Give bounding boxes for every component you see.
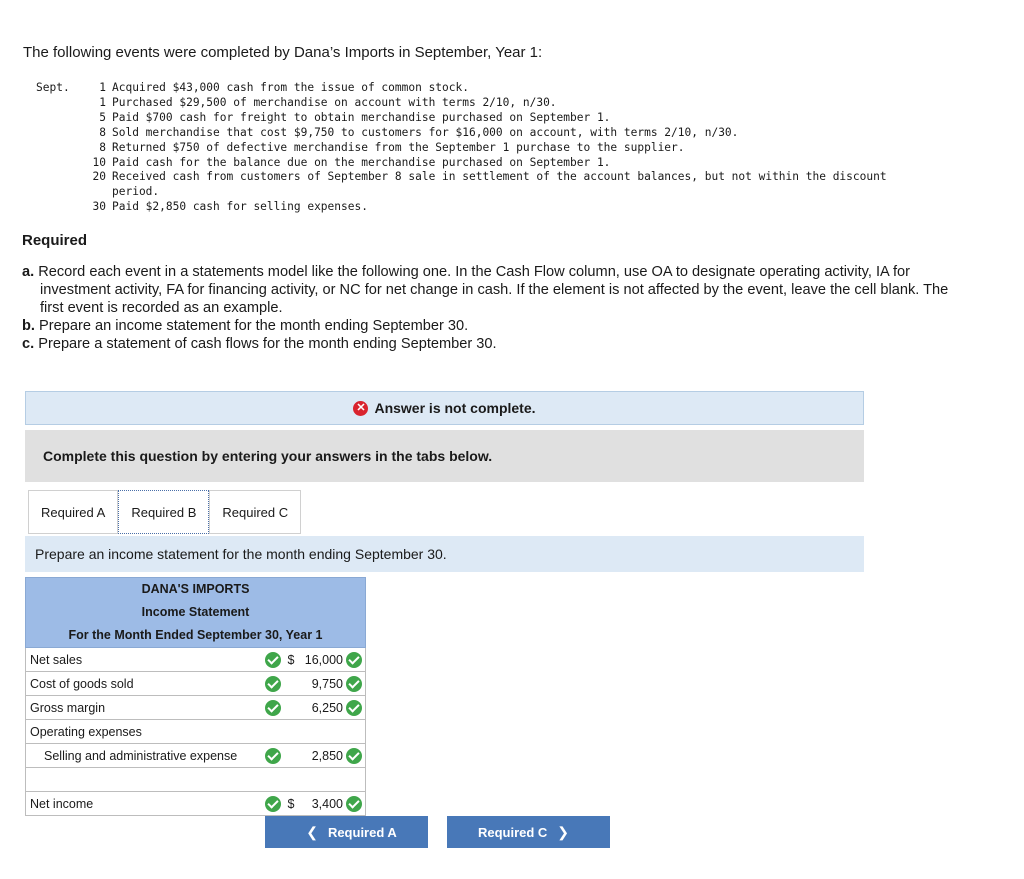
event-text: Received cash from customers of September 8 sale in settlement of the account balances, but not within the discount period.: [112, 170, 887, 199]
event-row: [36, 156, 932, 171]
table-row: [25, 792, 366, 816]
required-heading: Required: [22, 232, 88, 249]
row-label[interactable]: Net sales: [30, 652, 83, 667]
instructions: [22, 263, 962, 353]
statement-period: For the Month Ended September 30, Year 1: [68, 628, 323, 642]
event-row: [36, 141, 932, 156]
event-day: 1: [99, 95, 106, 109]
table-row: [25, 672, 366, 696]
check-icon: [265, 676, 281, 692]
table-row: [25, 720, 366, 744]
event-row: [36, 81, 932, 96]
event-text: Returned $750 of defective merchandise from the September 1 purchase to the supplier.: [112, 140, 685, 154]
event-row: [36, 111, 932, 126]
statement-title: Income Statement: [141, 605, 250, 619]
tab-required-c[interactable]: Required C: [209, 490, 301, 534]
events-list: [36, 81, 932, 215]
event-text: Paid $700 cash for freight to obtain merchandise purchased on September 1.: [112, 110, 611, 124]
row-label[interactable]: Selling and administrative expense: [44, 748, 238, 763]
event-text: Sold merchandise that cost $9,750 to customers for $16,000 on account, with terms 2/10, n/30.: [112, 125, 739, 139]
table-row: [25, 744, 366, 768]
row-label[interactable]: Gross margin: [30, 700, 106, 715]
table-row: [25, 696, 366, 720]
event-day: 8: [99, 140, 106, 154]
amount-input[interactable]: 6,250: [311, 700, 343, 715]
table-row: [25, 648, 366, 672]
amount-input[interactable]: 9,750: [311, 676, 343, 691]
event-row: [36, 170, 932, 200]
event-day: 10: [92, 155, 106, 169]
row-label: Operating expenses: [30, 724, 142, 739]
check-icon: [346, 748, 362, 764]
answer-status-text: Answer is not complete.: [374, 400, 536, 416]
row-label: Net income: [30, 796, 94, 811]
event-day: 30: [92, 200, 106, 214]
dollar-sign: $: [287, 796, 295, 811]
income-statement: [25, 577, 366, 816]
chevron-right-icon: ❯: [557, 823, 570, 840]
answer-status-banner: [25, 391, 864, 425]
complete-instructions: Complete this question by entering your answers in the tabs below.: [25, 430, 864, 482]
row-label[interactable]: Cost of goods sold: [30, 676, 134, 691]
amount-input[interactable]: 16,000: [304, 652, 343, 667]
event-row: [36, 96, 932, 111]
check-icon: [265, 796, 281, 812]
event-text: Acquired $43,000 cash from the issue of common stock.: [112, 81, 469, 94]
instruction-a: a. Record each event in a statements model like the following one. In the Cash Flow column, use OA to designate operating activity, IA for investment activity, FA for financing activity, or NC for net change in cash. If the element is not affected by the event, leave the cell blank. The first event is recorded as an example.: [22, 264, 949, 316]
event-day: 8: [99, 125, 106, 139]
event-day: 1: [99, 81, 106, 94]
chevron-left-icon: ❮: [306, 823, 318, 840]
amount-input[interactable]: 2,850: [311, 748, 343, 763]
statement-header: [25, 577, 366, 648]
event-text: Paid cash for the balance due on the merchandise purchased on September 1.: [112, 155, 611, 169]
check-icon: [265, 748, 281, 764]
event-row: [36, 200, 932, 215]
prepare-prompt: Prepare an income statement for the month ending September 30.: [25, 536, 864, 572]
instruction-b: b. Prepare an income statement for the month ending September 30.: [22, 318, 469, 334]
check-icon: [265, 700, 281, 716]
event-month: Sept.: [36, 81, 70, 94]
tab-bar: [28, 490, 301, 534]
event-row: [36, 126, 932, 141]
check-icon: [346, 652, 362, 668]
instruction-c: c. Prepare a statement of cash flows for the month ending September 30.: [22, 336, 497, 352]
table-row: [25, 768, 366, 792]
event-day: 5: [99, 110, 106, 124]
company-name: DANA'S IMPORTS: [141, 582, 250, 596]
tab-required-b[interactable]: Required B: [118, 490, 209, 534]
event-text: Purchased $29,500 of merchandise on account with terms 2/10, n/30.: [112, 95, 557, 109]
amount-input[interactable]: 3,400: [311, 796, 343, 811]
prev-required-button[interactable]: ❮ Required A: [265, 816, 428, 848]
check-icon: [346, 676, 362, 692]
intro-text: The following events were completed by Dana’s Imports in September, Year 1:: [23, 44, 543, 61]
check-icon: [265, 652, 281, 668]
check-icon: [346, 700, 362, 716]
dollar-sign: $: [287, 652, 295, 667]
tab-required-a[interactable]: Required A: [28, 490, 118, 534]
next-required-button[interactable]: Required C ❯: [447, 816, 610, 848]
event-text: Paid $2,850 cash for selling expenses.: [112, 200, 368, 214]
x-circle-icon: ✕: [353, 401, 368, 416]
check-icon: [346, 796, 362, 812]
event-day: 20: [92, 170, 106, 184]
